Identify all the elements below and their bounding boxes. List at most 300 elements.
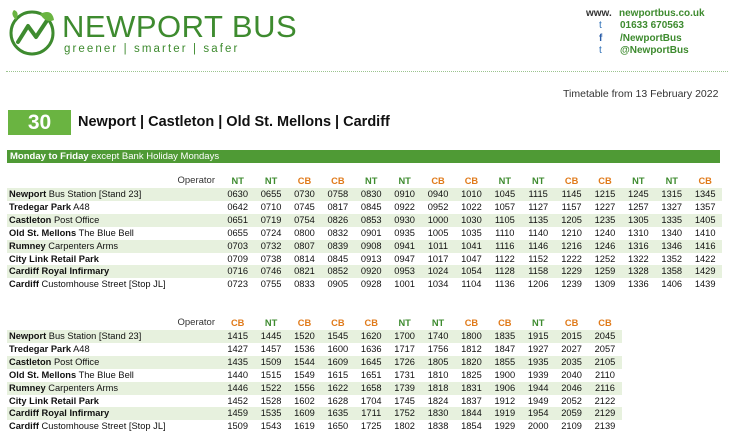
- stop-name: [7, 253, 221, 266]
- departure-time: 1128: [488, 265, 521, 278]
- departure-time: 1135: [522, 214, 555, 227]
- departure-time: 1704: [360, 395, 382, 406]
- departure-time: 0814: [294, 253, 315, 264]
- departure-time: 1336: [628, 279, 649, 290]
- departure-time: 1205: [555, 214, 588, 227]
- web-icon: www.: [586, 8, 612, 19]
- departure-time: 1005: [427, 227, 449, 238]
- departure-time: 1035: [461, 227, 482, 238]
- timetable-block-afternoon: [7, 316, 622, 433]
- departure-time: 1104: [461, 279, 482, 290]
- stop-name: [7, 214, 221, 227]
- brand-tagline: greener | smarter | safer: [64, 43, 240, 55]
- stop-row: [7, 253, 722, 266]
- departure-time: 1847: [494, 343, 516, 354]
- departure-time: 1110: [495, 227, 515, 238]
- departure-time: 2046: [555, 382, 588, 395]
- departure-time: 1515: [260, 369, 282, 380]
- stop-name-detail: A48: [71, 201, 90, 212]
- departure-time: 0817: [327, 201, 349, 212]
- departure-time: 1210: [561, 227, 582, 238]
- operator-code: CB: [230, 317, 245, 328]
- departure-time: 0930: [388, 214, 421, 227]
- stop-name: [7, 382, 221, 395]
- stop-name-detail: Carpenters Arms: [45, 382, 119, 393]
- departure-time: 1628: [327, 395, 349, 406]
- departure-time: 1410: [694, 227, 716, 238]
- departure-time: 2057: [594, 343, 616, 354]
- departure-time: 1457: [260, 343, 282, 354]
- departure-time: 1358: [655, 265, 688, 278]
- departure-time: 1152: [528, 253, 549, 264]
- departure-time: 1045: [488, 188, 521, 201]
- departure-time: 1252: [594, 253, 616, 264]
- departure-time: 0833: [294, 279, 315, 290]
- departure-time: 1650: [327, 421, 349, 432]
- departure-time: 0922: [394, 201, 415, 212]
- departure-time: 1805: [421, 356, 454, 369]
- stop-row: [7, 227, 722, 240]
- departure-time: 1509: [227, 421, 249, 432]
- departure-time: 1906: [488, 382, 521, 395]
- stop-row: [7, 278, 722, 291]
- departure-time: 1545: [321, 330, 354, 343]
- departure-time: 1315: [655, 188, 688, 201]
- stop-name-detail: The Blue Bell: [76, 227, 134, 238]
- departure-time: 1445: [254, 330, 287, 343]
- contact-facebook[interactable]: [586, 33, 705, 45]
- departure-time: 0853: [355, 214, 388, 227]
- departure-time: 1602: [294, 395, 315, 406]
- departure-time: 1731: [394, 369, 415, 380]
- stop-name: [7, 369, 221, 382]
- contact-phone[interactable]: [586, 20, 705, 32]
- stop-name-detail: Post Office: [51, 214, 100, 225]
- departure-time: 1259: [588, 265, 621, 278]
- departure-time: 1929: [494, 421, 516, 432]
- operator-code: CB: [364, 317, 378, 328]
- departure-time: 1619: [294, 421, 315, 432]
- departure-time: 0710: [260, 201, 282, 212]
- departure-time: 1838: [427, 421, 449, 432]
- departure-time: 2110: [594, 369, 615, 380]
- stop-name-main: Old St. Mellons: [9, 369, 77, 380]
- operator-code: CB: [498, 317, 512, 328]
- departure-time: 1122: [494, 253, 515, 264]
- departure-time: 1206: [527, 279, 549, 290]
- departure-time: 1939: [527, 369, 549, 380]
- departure-time: 1830: [421, 407, 454, 420]
- departure-time: 1047: [461, 253, 482, 264]
- departure-time: 1949: [527, 395, 549, 406]
- departure-time: 1010: [455, 188, 488, 201]
- departure-time: 0845: [360, 201, 382, 212]
- operator-code: CB: [331, 175, 345, 186]
- departure-time: 1620: [355, 330, 388, 343]
- departure-time: 2035: [555, 356, 588, 369]
- departure-time: 1257: [628, 201, 649, 212]
- stop-name-main: Cardiff: [9, 279, 39, 290]
- stop-name-main: Tredegar Park: [9, 343, 72, 354]
- departure-time: 1416: [688, 240, 721, 253]
- stop-name: [7, 407, 221, 420]
- stop-row: [7, 265, 722, 278]
- operator-row: [7, 316, 622, 330]
- stop-name: [7, 265, 221, 278]
- days-of-operation-bar: [7, 150, 720, 163]
- stop-name-main: Castleton: [9, 214, 52, 225]
- departure-time: 1229: [555, 265, 588, 278]
- departure-time: 1831: [455, 382, 488, 395]
- stop-name-main: Cardiff Royal Infirmary: [9, 408, 110, 419]
- departure-time: 0826: [321, 214, 354, 227]
- departure-time: 1609: [321, 356, 354, 369]
- stop-row: [7, 356, 622, 369]
- departure-time: 1440: [227, 369, 249, 380]
- timetable-effective-date: Timetable from 13 February 2022: [563, 88, 719, 100]
- stop-name-detail: Customhouse Street [Stop JL]: [38, 279, 166, 290]
- departure-time: 0724: [260, 227, 282, 238]
- departure-time: 1415: [221, 330, 254, 343]
- stop-row: [7, 330, 622, 343]
- departure-time: 1316: [622, 240, 655, 253]
- operator-code: NT: [365, 175, 378, 186]
- departure-time: 1818: [421, 382, 454, 395]
- departure-time: 0952: [427, 201, 449, 212]
- departure-time: 1000: [421, 214, 454, 227]
- departure-time: 0719: [254, 214, 287, 227]
- departure-time: 1509: [254, 356, 287, 369]
- departure-time: 1855: [488, 356, 521, 369]
- stop-name: [7, 240, 221, 253]
- departure-time: 2040: [561, 369, 582, 380]
- departure-time: 1927: [527, 343, 549, 354]
- twitter-icon: t: [599, 44, 602, 56]
- operator-label: Operator: [177, 174, 215, 186]
- departure-time: 0832: [327, 227, 349, 238]
- departure-time: 1700: [388, 330, 421, 343]
- route-number-badge: 30: [8, 110, 71, 135]
- departure-time: 0953: [388, 265, 421, 278]
- departure-time: 1024: [421, 265, 454, 278]
- departure-time: 0655: [227, 227, 249, 238]
- stop-row: [7, 214, 722, 227]
- departure-time: 1305: [622, 214, 655, 227]
- departure-time: 2059: [555, 407, 588, 420]
- departure-time: 1543: [260, 421, 282, 432]
- stop-name: [7, 395, 221, 408]
- departure-time: 2000: [527, 421, 549, 432]
- departure-time: 0821: [288, 265, 321, 278]
- stop-name-main: Cardiff Royal Infirmary: [9, 266, 110, 277]
- operator-code: NT: [532, 175, 545, 186]
- departure-time: 1658: [355, 382, 388, 395]
- stop-name-detail: The Blue Bell: [76, 369, 134, 380]
- departure-time: 1825: [461, 369, 482, 380]
- stop-row: [7, 407, 622, 420]
- departure-time: 0928: [360, 279, 382, 290]
- contact-facebook-value[interactable]: /NewportBus: [620, 32, 682, 44]
- departure-time: 0910: [388, 188, 421, 201]
- departure-time: 1446: [221, 382, 254, 395]
- operator-code: NT: [498, 175, 512, 186]
- departure-time: 1136: [494, 279, 515, 290]
- departure-time: 1435: [221, 356, 254, 369]
- departure-time: 1116: [488, 240, 521, 253]
- contact-twitter-value[interactable]: @NewportBus: [620, 44, 689, 56]
- departure-time: 1127: [528, 201, 549, 212]
- departure-time: 1915: [522, 330, 555, 343]
- departure-time: 0920: [355, 265, 388, 278]
- departure-time: 0913: [360, 253, 382, 264]
- departure-time: 1854: [461, 421, 482, 432]
- departure-time: 0839: [321, 240, 354, 253]
- stop-name-detail: A48: [71, 343, 90, 354]
- operator-code: NT: [632, 175, 645, 186]
- stop-name: [7, 201, 221, 214]
- operator-code: CB: [431, 175, 445, 186]
- departure-time: 0651: [221, 214, 254, 227]
- operator-code: CB: [331, 317, 345, 328]
- phone-icon: t: [599, 20, 602, 32]
- departure-time: 2105: [588, 356, 621, 369]
- departure-time: 1422: [694, 253, 716, 264]
- departure-time: 1651: [360, 369, 382, 380]
- contact-web-value[interactable]: newportbus.co.uk: [619, 8, 705, 19]
- departure-time: 1802: [394, 421, 415, 432]
- departure-time: 1328: [622, 265, 655, 278]
- stop-row: [7, 240, 722, 253]
- stop-row: [7, 188, 722, 201]
- stop-name-main: Old St. Mellons: [9, 227, 77, 238]
- departure-time: 1726: [388, 356, 421, 369]
- facebook-icon: f: [599, 32, 603, 44]
- departure-time: 0723: [227, 279, 249, 290]
- departure-time: 1246: [588, 240, 621, 253]
- departure-time: 1340: [661, 227, 683, 238]
- departure-time: 1322: [628, 253, 649, 264]
- departure-time: 0947: [394, 253, 415, 264]
- departure-time: 0716: [221, 265, 254, 278]
- departure-time: 1335: [655, 214, 688, 227]
- operator-code: NT: [398, 175, 411, 186]
- operator-label: Operator: [177, 316, 215, 328]
- departure-time: 0908: [355, 240, 388, 253]
- stop-row: [7, 369, 622, 382]
- timetable-block-morning: [7, 174, 722, 291]
- header-divider: [6, 71, 728, 72]
- stop-name-main: City Link Retail Park: [9, 395, 99, 406]
- departure-time: 1935: [522, 356, 555, 369]
- stop-row: [7, 420, 622, 433]
- departure-time: 1310: [628, 227, 649, 238]
- departure-time: 1535: [254, 407, 287, 420]
- operator-row: [7, 174, 722, 188]
- stop-row: [7, 382, 622, 395]
- departure-time: 0935: [394, 227, 415, 238]
- departure-time: 1345: [688, 188, 721, 201]
- departure-time: 0905: [327, 279, 349, 290]
- operator-code: NT: [264, 317, 278, 328]
- stop-name: [7, 227, 221, 240]
- departure-time: 0642: [227, 201, 249, 212]
- departure-time: 1115: [522, 188, 555, 201]
- stop-name-main: Castleton: [9, 356, 52, 367]
- departure-time: 1406: [661, 279, 683, 290]
- departure-time: 1528: [260, 395, 282, 406]
- departure-time: 1740: [421, 330, 454, 343]
- departure-time: 1357: [694, 201, 716, 212]
- newport-bus-logo-icon: [6, 6, 58, 58]
- operator-code: CB: [598, 317, 612, 328]
- stop-name: [7, 343, 221, 356]
- stop-name-main: City Link Retail Park: [9, 253, 99, 264]
- stop-name-main: Cardiff: [9, 421, 39, 432]
- departure-time: 1544: [288, 356, 321, 369]
- departure-time: 1017: [427, 253, 449, 264]
- departure-time: 1140: [528, 227, 549, 238]
- departure-time: 1954: [522, 407, 555, 420]
- departure-time: 1615: [327, 369, 349, 380]
- departure-time: 0745: [294, 201, 315, 212]
- contact-web[interactable]: [586, 8, 705, 20]
- departure-time: 1215: [588, 188, 621, 201]
- stop-name-detail: Bus Station [Stand 23]: [46, 189, 142, 199]
- departure-time: 0754: [288, 214, 321, 227]
- contact-twitter[interactable]: [586, 45, 705, 57]
- route-title: Newport | Castleton | Old St. Mellons | Cardiff: [78, 114, 390, 130]
- departure-time: 0738: [260, 253, 282, 264]
- operator-code: CB: [564, 317, 579, 328]
- departure-time: 1427: [227, 343, 249, 354]
- stop-name-detail: Customhouse Street [Stop JL]: [38, 421, 166, 432]
- operator-code: NT: [532, 317, 545, 328]
- departure-time: 1352: [661, 253, 683, 264]
- departure-time: 0732: [254, 240, 287, 253]
- departure-time: 1327: [661, 201, 683, 212]
- departure-time: 0758: [321, 188, 354, 201]
- departure-time: 1054: [455, 265, 488, 278]
- stop-name-main: Tredegar Park: [9, 201, 72, 212]
- operator-code: NT: [398, 317, 411, 328]
- operator-code: CB: [297, 317, 312, 328]
- stop-name-detail: Carpenters Arms: [45, 240, 119, 251]
- departure-time: 0901: [360, 227, 382, 238]
- departure-time: 2109: [561, 421, 582, 432]
- departure-time: 0746: [254, 265, 287, 278]
- departure-time: 1900: [494, 369, 516, 380]
- departure-time: 1752: [388, 407, 421, 420]
- departure-time: 1022: [461, 201, 482, 212]
- departure-time: 1835: [488, 330, 521, 343]
- departure-time: 1041: [455, 240, 488, 253]
- departure-time: 1459: [221, 407, 254, 420]
- stop-row: [7, 201, 722, 214]
- stop-name: [7, 330, 221, 343]
- departure-time: 1635: [321, 407, 354, 420]
- departure-time: 1812: [461, 343, 482, 354]
- stop-name-main: Newport: [9, 189, 47, 199]
- operator-code: CB: [564, 175, 579, 186]
- departure-time: 0709: [227, 253, 249, 264]
- departure-time: 0852: [321, 265, 354, 278]
- departure-time: 1216: [555, 240, 588, 253]
- departure-time: 1725: [360, 421, 382, 432]
- departure-time: 0940: [421, 188, 454, 201]
- stop-name: [7, 356, 221, 369]
- departure-time: 1146: [522, 240, 555, 253]
- departure-time: 2027: [561, 343, 582, 354]
- departure-time: 1919: [488, 407, 521, 420]
- stop-name: [7, 420, 221, 433]
- contact-phone-value[interactable]: 01633 670563: [620, 20, 684, 32]
- departure-time: 2139: [594, 421, 616, 432]
- departure-time: 0800: [294, 227, 315, 238]
- operator-code: NT: [264, 175, 278, 186]
- days-bold: Monday to Friday: [10, 151, 89, 162]
- departure-time: 1820: [455, 356, 488, 369]
- contact-info: [586, 8, 705, 57]
- departure-time: 2129: [588, 407, 621, 420]
- departure-time: 1636: [360, 343, 382, 354]
- departure-time: 1756: [427, 343, 449, 354]
- departure-time: 1520: [288, 330, 321, 343]
- departure-time: 1645: [355, 356, 388, 369]
- departure-time: 2052: [561, 395, 582, 406]
- departure-time: 1711: [355, 407, 388, 420]
- departure-time: 1844: [455, 407, 488, 420]
- departure-time: 1011: [421, 240, 454, 253]
- departure-time: 1944: [522, 382, 555, 395]
- departure-time: 1034: [427, 279, 449, 290]
- stop-name-detail: Bus Station [Stand 23]: [46, 331, 142, 341]
- departure-time: 1235: [588, 214, 621, 227]
- stop-name-main: Rumney: [9, 240, 46, 251]
- departure-time: 1536: [294, 343, 315, 354]
- departure-time: 1227: [594, 201, 616, 212]
- departure-time: 0655: [254, 188, 287, 201]
- departure-time: 1245: [622, 188, 655, 201]
- departure-time: 2045: [588, 330, 621, 343]
- departure-time: 1405: [688, 214, 721, 227]
- operator-code: CB: [464, 317, 479, 328]
- departure-time: 1717: [394, 343, 415, 354]
- departure-time: 1912: [494, 395, 516, 406]
- operator-code: CB: [297, 175, 312, 186]
- departure-time: 1346: [655, 240, 688, 253]
- departure-time: 0755: [260, 279, 282, 290]
- departure-time: 1158: [522, 265, 555, 278]
- departure-time: 1222: [561, 253, 582, 264]
- stop-name: [7, 278, 221, 291]
- departure-time: 1157: [561, 201, 582, 212]
- departure-time: 1145: [555, 188, 588, 201]
- departure-time: 1745: [394, 395, 415, 406]
- stop-name-main: Newport: [9, 331, 47, 341]
- departure-time: 2015: [555, 330, 588, 343]
- departure-time: 2122: [594, 395, 616, 406]
- departure-time: 0730: [288, 188, 321, 201]
- departure-time: 1030: [455, 214, 488, 227]
- departure-time: 0845: [327, 253, 349, 264]
- header: [0, 0, 735, 72]
- departure-time: 1609: [288, 407, 321, 420]
- departure-time: 1549: [294, 369, 315, 380]
- departure-time: 2116: [588, 382, 621, 395]
- departure-time: 1439: [694, 279, 716, 290]
- departure-time: 1001: [394, 279, 415, 290]
- operator-code: NT: [665, 175, 678, 186]
